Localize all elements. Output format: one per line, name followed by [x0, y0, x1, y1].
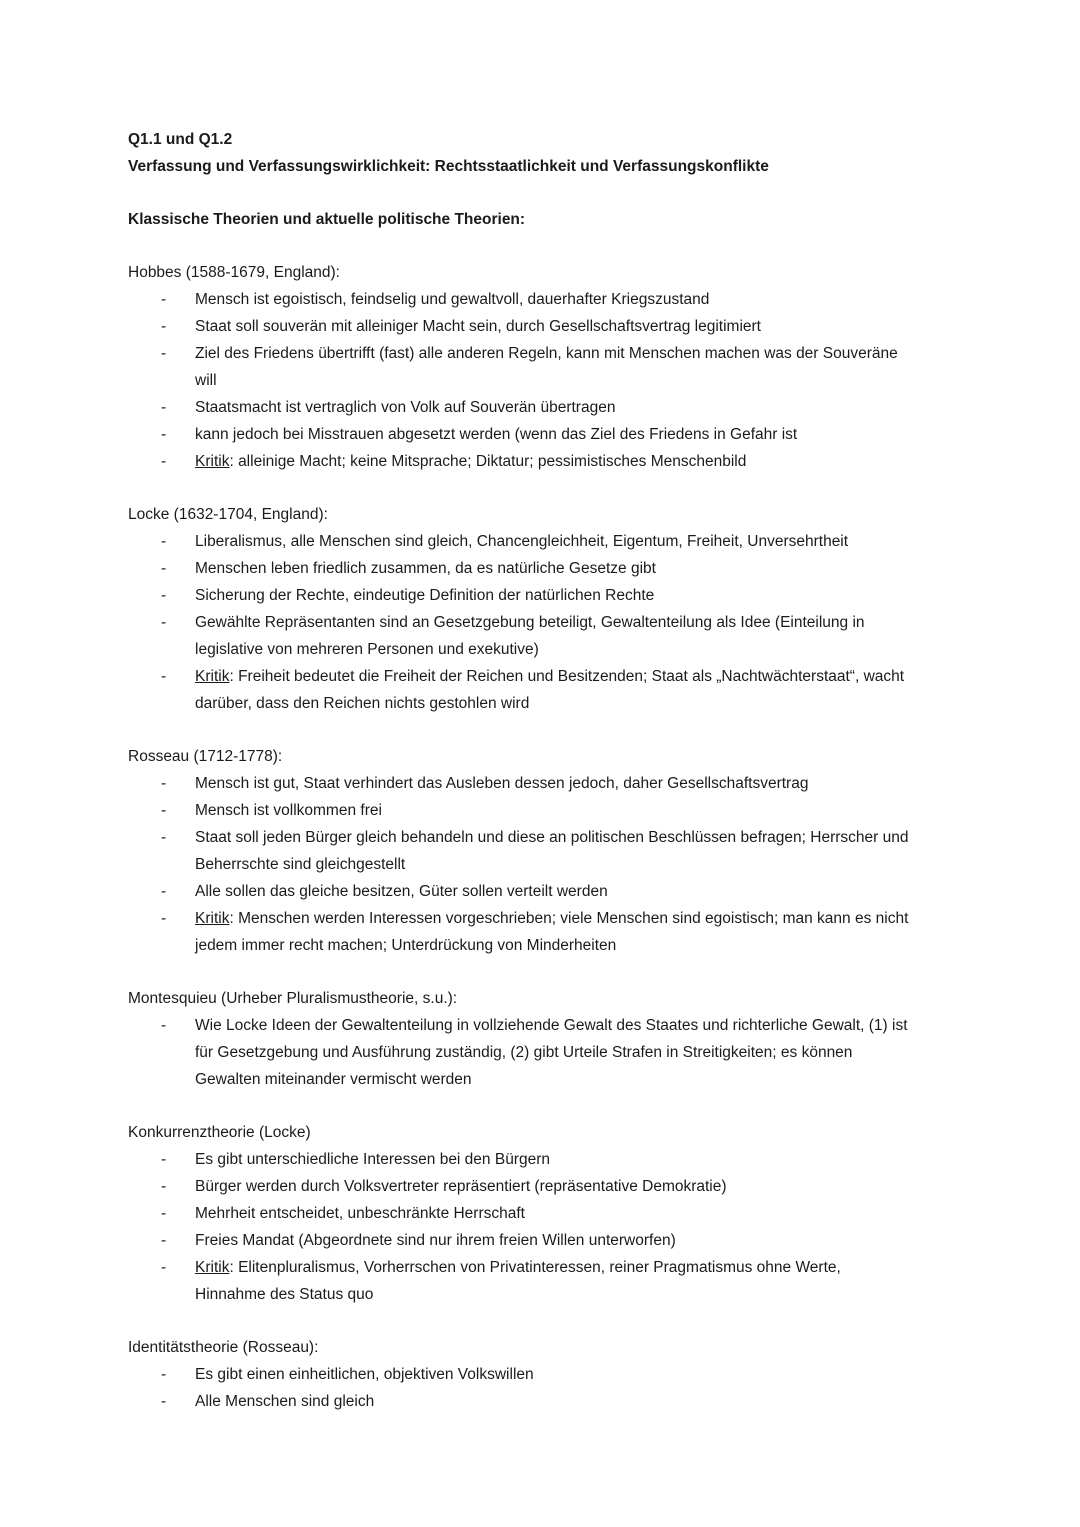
bullet-item [128, 770, 912, 797]
bullet-dash: - [161, 614, 167, 631]
theory-section [128, 1119, 912, 1308]
bullet-text: : alleinige Macht; keine Mitsprache; Diktatur; pessimistisches Menschenbild [229, 453, 747, 470]
bullet-text: Es gibt einen einheitlichen, objektiven Volkswillen [195, 1366, 534, 1383]
bullet-dash: - [161, 1259, 167, 1276]
bullet-keyword-underlined: Kritik [195, 1259, 230, 1276]
bullet-item [128, 1173, 912, 1200]
bullet-item [128, 286, 912, 313]
bullet-dash: - [161, 1393, 167, 1410]
bullet-item [128, 1361, 912, 1388]
bullet-item [128, 663, 912, 717]
bullet-text: Alle Menschen sind gleich [195, 1393, 375, 1410]
bullet-dash: - [161, 1366, 167, 1383]
bullet-text: Es gibt unterschiedliche Interessen bei den Bürgern [195, 1151, 550, 1168]
bullet-item [128, 448, 912, 475]
bullet-item [128, 905, 912, 959]
bullet-item [128, 555, 912, 582]
bullet-dash: - [161, 829, 167, 846]
bullet-item [128, 394, 912, 421]
bullet-text: Wie Locke Ideen der Gewaltenteilung in vollziehende Gewalt des Staates und richterliche Gewalt, (1) ist für Gesetzgebung und Ausführung zuständig, (2) gibt Urteile Strafen in Streitigkeiten; es können Gewalten miteinander vermischt werden [195, 1017, 908, 1088]
bullet-text: kann jedoch bei Misstrauen abgesetzt werden (wenn das Ziel des Friedens in Gefahr ist [195, 426, 798, 443]
theory-section [128, 259, 912, 475]
sections-container [128, 259, 912, 1415]
theory-section [128, 501, 912, 717]
doc-title-line2: Verfassung und Verfassungswirklichkeit: Rechtsstaatlichkeit und Verfassungskonflikte [128, 158, 769, 175]
bullet-text: : Elitenpluralismus, Vorherrschen von Privatinteressen, reiner Pragmatismus ohne Werte, Hinnahme des Status quo [195, 1259, 841, 1303]
bullet-dash: - [161, 1017, 167, 1034]
bullet-keyword-underlined: Kritik [195, 453, 230, 470]
doc-subtitle: Klassische Theorien und aktuelle politische Theorien: [128, 211, 526, 228]
bullet-item [128, 1012, 912, 1093]
doc-title-line1: Q1.1 und Q1.2 [128, 131, 233, 148]
bullet-item [128, 421, 912, 448]
bullet-text: Staat soll souverän mit alleiniger Macht sein, durch Gesellschaftsvertrag legitimiert [195, 318, 761, 335]
bullet-dash: - [161, 533, 167, 550]
bullet-text: Mehrheit entscheidet, unbeschränkte Herrschaft [195, 1205, 525, 1222]
theory-section [128, 985, 912, 1093]
bullet-dash: - [161, 587, 167, 604]
bullet-text: : Menschen werden Interessen vorgeschrieben; viele Menschen sind egoistisch; man kann es nicht jedem immer recht machen; Unterdrückung von Minderheiten [195, 910, 909, 954]
bullet-item [128, 528, 912, 555]
bullet-dash: - [161, 1178, 167, 1195]
bullet-item [128, 609, 912, 663]
bullet-text: Ziel des Friedens übertrifft (fast) alle anderen Regeln, kann mit Menschen machen was der Souveräne will [195, 345, 898, 389]
bullet-text: Mensch ist vollkommen frei [195, 802, 382, 819]
theory-section [128, 743, 912, 959]
bullet-text: Mensch ist egoistisch, feindselig und gewaltvoll, dauerhafter Kriegszustand [195, 291, 710, 308]
bullet-keyword-underlined: Kritik [195, 668, 230, 685]
bullet-dash: - [161, 775, 167, 792]
bullet-item [128, 1146, 912, 1173]
bullet-dash: - [161, 910, 167, 927]
bullet-item [128, 824, 912, 878]
section-heading: Konkurrenztheorie (Locke) [128, 1124, 311, 1141]
bullet-text: Mensch ist gut, Staat verhindert das Ausleben dessen jedoch, daher Gesellschaftsvertrag [195, 775, 809, 792]
bullet-dash: - [161, 453, 167, 470]
section-heading: Identitätstheorie (Rosseau): [128, 1339, 319, 1356]
bullet-item [128, 1200, 912, 1227]
section-heading: Montesquieu (Urheber Pluralismustheorie, s.u.): [128, 990, 458, 1007]
bullet-dash: - [161, 883, 167, 900]
section-heading: Locke (1632-1704, England): [128, 506, 328, 523]
bullet-item [128, 797, 912, 824]
bullet-text: Alle sollen das gleiche besitzen, Güter sollen verteilt werden [195, 883, 608, 900]
bullet-text: Bürger werden durch Volksvertreter repräsentiert (repräsentative Demokratie) [195, 1178, 727, 1195]
bullet-item [128, 340, 912, 394]
bullet-dash: - [161, 318, 167, 335]
bullet-text: Staatsmacht ist vertraglich von Volk auf Souverän übertragen [195, 399, 616, 416]
bullet-text: Freies Mandat (Abgeordnete sind nur ihrem freien Willen unterworfen) [195, 1232, 676, 1249]
bullet-item [128, 1388, 912, 1415]
bullet-item [128, 1254, 912, 1308]
bullet-text: : Freiheit bedeutet die Freiheit der Reichen und Besitzenden; Staat als „Nachtwächterstaat“, wacht darüber, dass den Reichen nichts gestohlen wird [195, 668, 905, 712]
bullet-dash: - [161, 668, 167, 685]
bullet-dash: - [161, 1205, 167, 1222]
bullet-dash: - [161, 345, 167, 362]
bullet-dash: - [161, 399, 167, 416]
bullet-text: Menschen leben friedlich zusammen, da es natürliche Gesetze gibt [195, 560, 656, 577]
bullet-text: Gewählte Repräsentanten sind an Gesetzgebung beteiligt, Gewaltenteilung als Idee (Einteilung in legislative von mehreren Personen und exekutive) [195, 614, 865, 658]
bullet-dash: - [161, 1151, 167, 1168]
bullet-dash: - [161, 560, 167, 577]
theory-section [128, 1334, 912, 1415]
bullet-dash: - [161, 802, 167, 819]
bullet-item [128, 1227, 912, 1254]
bullet-text: Liberalismus, alle Menschen sind gleich, Chancengleichheit, Eigentum, Freiheit, Unversehrtheit [195, 533, 849, 550]
section-heading: Hobbes (1588-1679, England): [128, 264, 340, 281]
bullet-dash: - [161, 1232, 167, 1249]
bullet-dash: - [161, 291, 167, 308]
bullet-item [128, 878, 912, 905]
bullet-text: Sicherung der Rechte, eindeutige Definition der natürlichen Rechte [195, 587, 655, 604]
bullet-text: Staat soll jeden Bürger gleich behandeln und diese an politischen Beschlüssen befragen; Herrscher und Beherrschte sind gleichgestellt [195, 829, 909, 873]
section-heading: Rosseau (1712-1778): [128, 748, 283, 765]
bullet-item [128, 582, 912, 609]
bullet-item [128, 313, 912, 340]
bullet-keyword-underlined: Kritik [195, 910, 230, 927]
bullet-dash: - [161, 426, 167, 443]
